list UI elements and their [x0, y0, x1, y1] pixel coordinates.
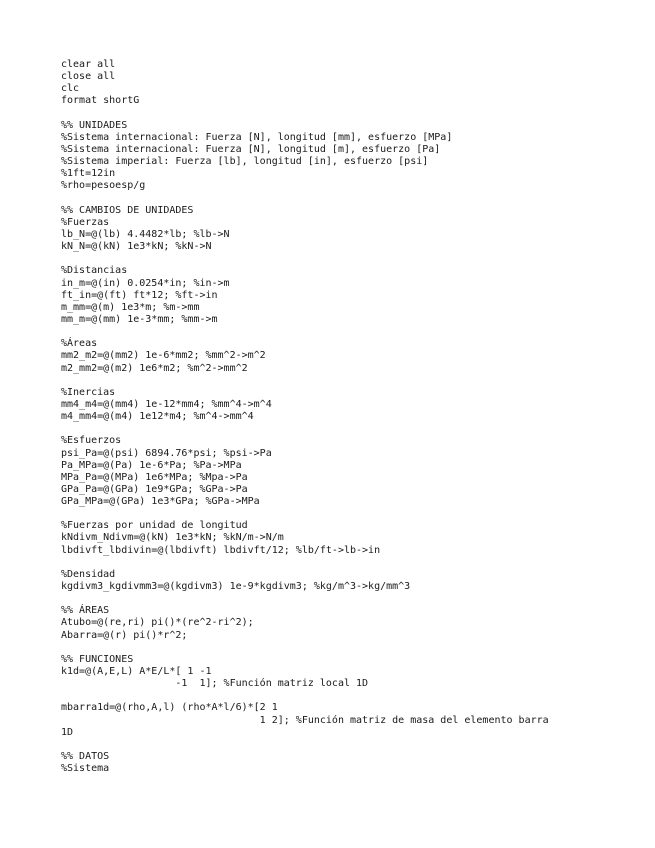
- code-line: Abarra=@(r) pi()*r^2;: [61, 629, 188, 641]
- code-line: 1 2]; %Función matriz de masa del elemento barra: [61, 714, 549, 726]
- code-line: [61, 557, 549, 569]
- code-line: mm_m=@(mm) 1e-3*mm; %mm->m: [61, 313, 218, 325]
- code-line: close all: [61, 71, 116, 83]
- code-line: [61, 642, 549, 654]
- code-listing: [61, 59, 549, 775]
- code-line: clear all: [61, 59, 116, 70]
- code-line: %Sistema imperial: Fuerza [lb], longitud [in], esfuerzo [psi]: [61, 156, 429, 168]
- code-line: %% ÁREAS: [61, 605, 110, 617]
- code-line: mm2_m2=@(mm2) 1e-6*mm2; %mm^2->m^2: [61, 350, 266, 362]
- code-line: %Inercias: [61, 386, 116, 398]
- code-line: [61, 193, 549, 205]
- code-line: %1ft=12in: [61, 168, 116, 180]
- code-line: %Fuerzas por unidad de longitud: [61, 520, 248, 532]
- code-line: GPa_MPa=@(GPa) 1e3*GPa; %GPa->MPa: [61, 496, 260, 508]
- code-line: %% FUNCIONES: [61, 653, 134, 665]
- code-line: [61, 739, 549, 751]
- code-line: -1 1]; %Función matriz local 1D: [61, 678, 369, 690]
- code-line: [61, 326, 549, 338]
- code-line: [61, 690, 549, 702]
- code-line: [61, 108, 549, 120]
- code-line: %% UNIDADES: [61, 119, 128, 131]
- code-line: format shortG: [61, 95, 140, 107]
- code-line: [61, 593, 549, 605]
- code-line: %Esfuerzos: [61, 435, 122, 447]
- code-line: in_m=@(in) 0.0254*in; %in->m: [61, 277, 230, 289]
- code-line: m_mm=@(m) 1e3*m; %m->mm: [61, 301, 200, 313]
- code-line: kN_N=@(kN) 1e3*kN; %kN->N: [61, 241, 212, 253]
- code-line: %rho=pesoesp/g: [61, 180, 146, 192]
- code-line: %Fuerzas: [61, 216, 110, 228]
- code-line: %Sistema internacional: Fuerza [N], longitud [m], esfuerzo [Pa]: [61, 143, 441, 155]
- code-line: GPa_Pa=@(GPa) 1e9*GPa; %GPa->Pa: [61, 483, 248, 495]
- code-line: MPa_Pa=@(MPa) 1e6*MPa; %Mpa->Pa: [61, 471, 248, 483]
- code-line: k1d=@(A,E,L) A*E/L*[ 1 -1: [61, 666, 212, 678]
- code-line: kgdivm3_kgdivmm3=@(kgdivm3) 1e-9*kgdivm3; %kg/m^3->kg/mm^3: [61, 581, 411, 593]
- code-line: [61, 508, 549, 520]
- code-line: m2_mm2=@(m2) 1e6*m2; %m^2->mm^2: [61, 362, 248, 374]
- code-line: %Distancias: [61, 265, 128, 277]
- code-line: %% DATOS: [61, 751, 110, 763]
- code-line: Pa_MPa=@(Pa) 1e-6*Pa; %Pa->MPa: [61, 459, 242, 471]
- code-line: Atubo=@(re,ri) pi()*(re^2-ri^2);: [61, 617, 254, 629]
- code-line: kNdivm_Ndivm=@(kN) 1e3*kN; %kN/m->N/m: [61, 532, 284, 544]
- code-line: 1D: [61, 726, 74, 738]
- code-line: lb_N=@(lb) 4.4482*lb; %lb->N: [61, 228, 230, 240]
- code-line: [61, 423, 549, 435]
- code-line: mbarra1d=@(rho,A,l) (rho*A*l/6)*[2 1: [61, 702, 278, 714]
- code-line: m4_mm4=@(m4) 1e12*m4; %m^4->mm^4: [61, 411, 254, 423]
- code-line: ft_in=@(ft) ft*12; %ft->in: [61, 289, 218, 301]
- code-line: %Sistema: [61, 763, 110, 775]
- code-line: mm4_m4=@(mm4) 1e-12*mm4; %mm^4->m^4: [61, 398, 272, 410]
- code-line: [61, 375, 549, 387]
- code-line: psi_Pa=@(psi) 6894.76*psi; %psi->Pa: [61, 447, 272, 459]
- code-line: clc: [61, 83, 80, 95]
- code-line: [61, 253, 549, 265]
- code-line: %Sistema internacional: Fuerza [N], longitud [mm], esfuerzo [MPa]: [61, 131, 453, 143]
- code-line: %% CAMBIOS DE UNIDADES: [61, 204, 194, 216]
- code-line: lbdivft_lbdivin=@(lbdivft) lbdivft/12; %lb/ft->lb->in: [61, 544, 381, 556]
- code-line: %Áreas: [61, 338, 98, 350]
- code-line: %Densidad: [61, 568, 116, 580]
